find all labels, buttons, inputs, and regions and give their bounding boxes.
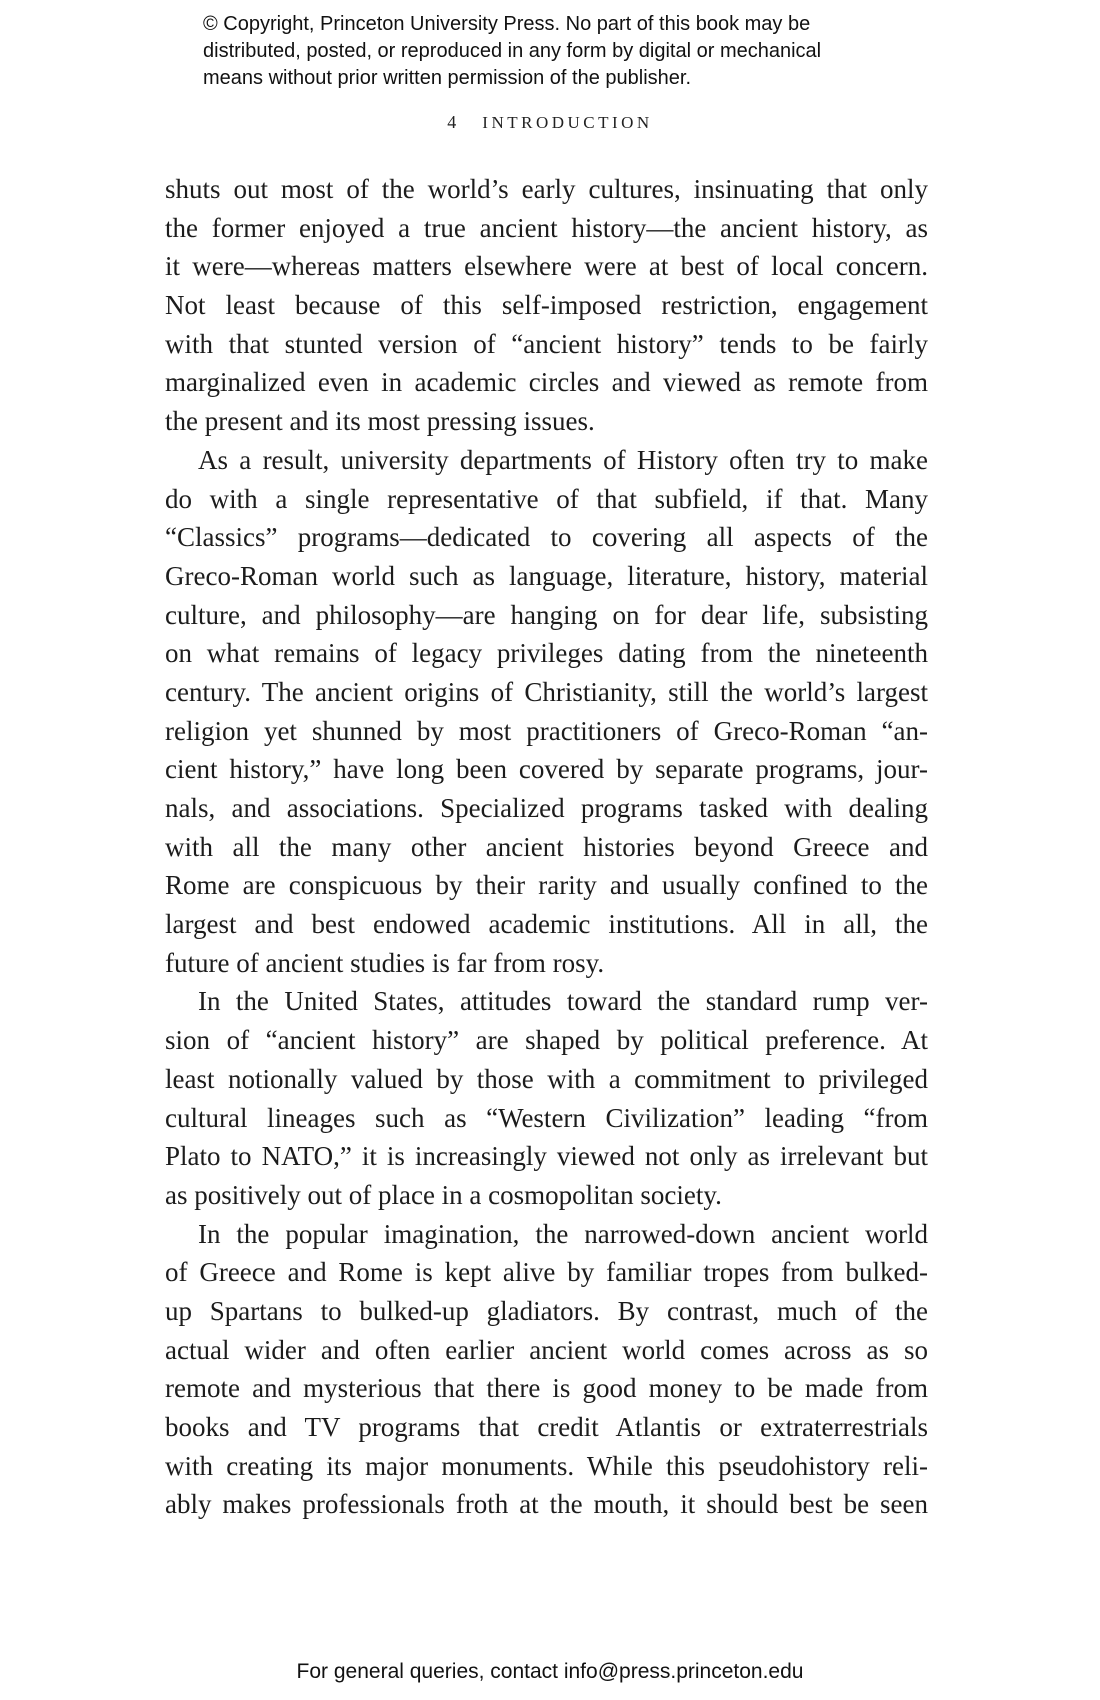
- page-number: 4: [447, 112, 457, 132]
- running-head: [0, 112, 1100, 133]
- text-line: up Spartans to bulked-up gladiators. By contrast, much of the: [165, 1295, 928, 1326]
- copyright-notice: [203, 11, 923, 92]
- text-line: marginalized even in academic circles and viewed as remote from: [165, 367, 928, 398]
- copyright-line: © Copyright, Princeton University Press. No part of this book may be: [203, 13, 811, 35]
- text-line: with creating its major monuments. While this pseudohistory reli-: [165, 1450, 928, 1481]
- text-line: cultural lineages such as “Western Civilization” leading “from: [165, 1102, 928, 1133]
- copyright-line: distributed, posted, or reproduced in any form by digital or mechanical: [203, 40, 822, 62]
- text-line: ably makes professionals froth at the mouth, it should best be seen: [165, 1489, 928, 1520]
- text-line: the present and its most pressing issues.: [165, 406, 595, 437]
- body-text: [165, 170, 928, 1524]
- text-line: Greco-Roman world such as language, literature, history, material: [165, 560, 928, 591]
- text-line: shuts out most of the world’s early cultures, insinuating that only: [165, 174, 928, 204]
- text-line: it were—whereas matters elsewhere were at best of local concern.: [165, 251, 928, 282]
- text-line: In the popular imagination, the narrowed-down ancient world: [198, 1218, 928, 1249]
- text-line: In the United States, attitudes toward the standard rump ver-: [198, 986, 928, 1017]
- text-line: books and TV programs that credit Atlantis or extraterrestrials: [165, 1412, 928, 1442]
- text-line: As a result, university departments of History often try to make: [198, 444, 928, 475]
- text-line: the former enjoyed a true ancient history—the ancient history, as: [165, 212, 928, 243]
- text-line: century. The ancient origins of Christianity, still the world’s largest: [165, 676, 928, 707]
- text-line: “Classics” programs—dedicated to covering all aspects of the: [165, 522, 928, 553]
- text-line: nals, and associations. Specialized programs tasked with dealing: [165, 793, 928, 823]
- running-title: INTRODUCTION: [482, 113, 653, 132]
- text-line: with all the many other ancient histories beyond Greece and: [165, 831, 928, 862]
- text-line: religion yet shunned by most practitioners of Greco-Roman “an-: [165, 715, 928, 746]
- text-line: cient history,” have long been covered by separate programs, jour-: [165, 754, 928, 785]
- text-line: do with a single representative of that subfield, if that. Many: [165, 483, 928, 514]
- text-line: future of ancient studies is far from rosy.: [165, 947, 605, 978]
- footer-contact: For general queries, contact info@press.princeton.edu: [296, 1660, 804, 1683]
- text-line: remote and mysterious that there is good money to be made from: [165, 1373, 928, 1404]
- text-line: as positively out of place in a cosmopolitan society.: [165, 1179, 722, 1210]
- text-line: sion of “ancient history” are shaped by political preference. At: [165, 1025, 928, 1056]
- text-line: Plato to NATO,” it is increasingly viewed not only as irrelevant but: [165, 1141, 928, 1172]
- text-line: largest and best endowed academic institutions. All in all, the: [165, 909, 928, 940]
- text-line: of Greece and Rome is kept alive by familiar tropes from bulked-: [165, 1257, 928, 1288]
- text-line: least notionally valued by those with a commitment to privileged: [165, 1063, 928, 1094]
- copyright-line: means without prior written permission of the publisher.: [203, 67, 692, 89]
- text-line: Not least because of this self-imposed restriction, engagement: [165, 290, 928, 321]
- text-line: actual wider and often earlier ancient world comes across as so: [165, 1334, 928, 1365]
- text-line: on what remains of legacy privileges dating from the nineteenth: [165, 638, 928, 669]
- text-line: with that stunted version of “ancient history” tends to be fairly: [165, 328, 928, 359]
- text-line: culture, and philosophy—are hanging on for dear life, subsisting: [165, 599, 928, 630]
- text-line: Rome are conspicuous by their rarity and usually confined to the: [165, 870, 928, 901]
